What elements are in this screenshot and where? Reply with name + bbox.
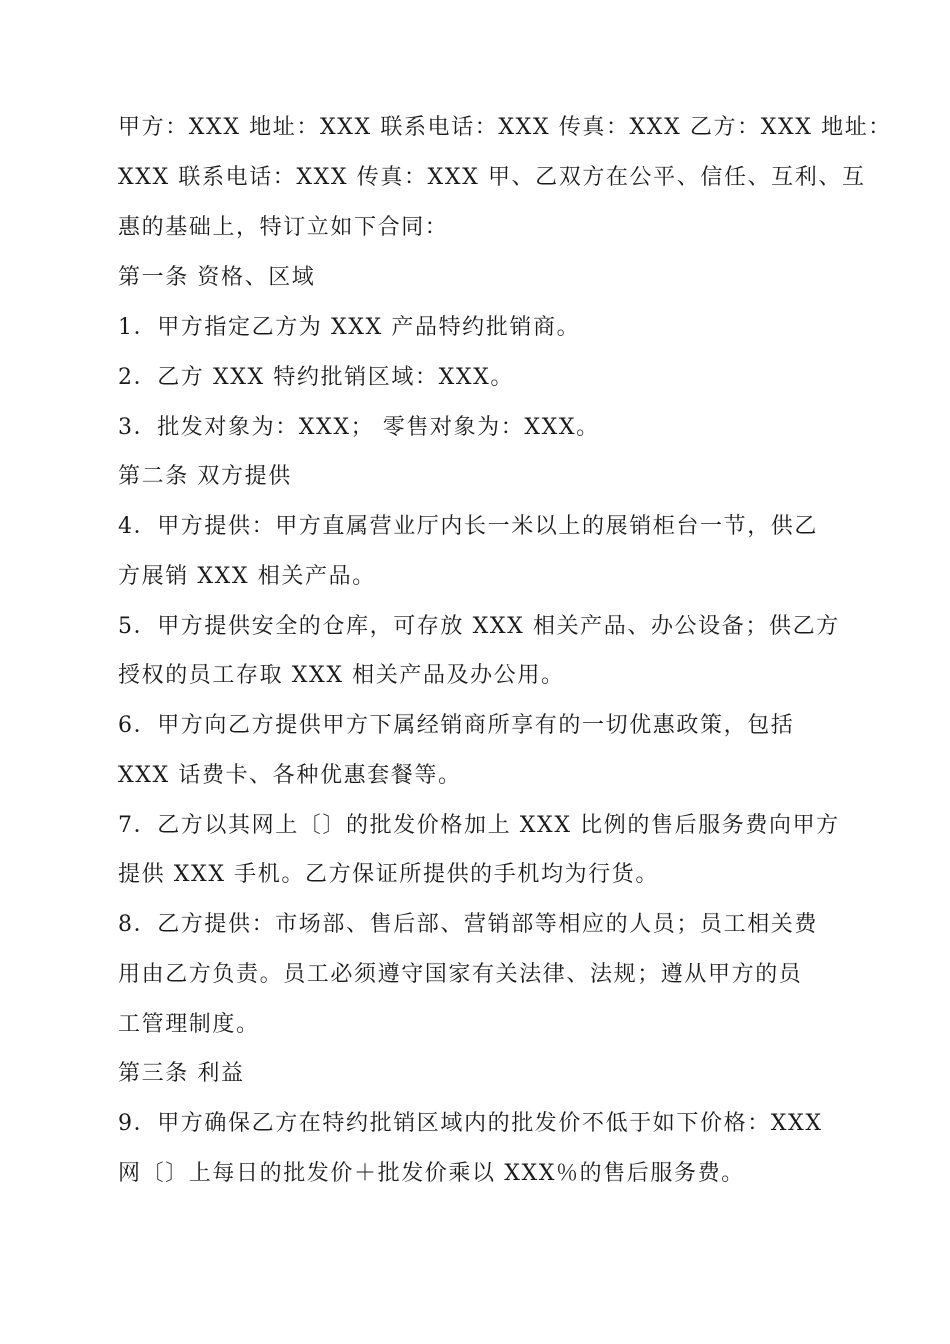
section-heading: 第一条 资格、区域 [118, 265, 316, 290]
clause-line: 方展销 XXX 相关产品。 [118, 564, 376, 589]
clause-line: 6．甲方向乙方提供甲方下属经销商所享有的一切优惠政策，包括 [118, 713, 795, 738]
clause-line: 提供 XXX 手机。乙方保证所提供的手机均为行货。 [118, 862, 659, 887]
clause-line: 1．甲方指定乙方为 XXX 产品特约批销商。 [118, 315, 581, 340]
clause-line: XXX 话费卡、各种优惠套餐等。 [118, 763, 462, 788]
clause-line: 9．甲方确保乙方在特约批销区域内的批发价不低于如下价格：XXX [118, 1111, 823, 1136]
clause-line: 网〔〕上每日的批发价＋批发价乘以 XXX％的售后服务费。 [118, 1161, 745, 1186]
section-heading: 第三条 利益 [118, 1061, 245, 1086]
clause-line: 授权的员工存取 XXX 相关产品及办公用。 [118, 663, 565, 688]
clause-line: 7．乙方以其网上〔〕的批发价格加上 XXX 比例的售后服务费向甲方 [118, 813, 840, 838]
clause-line: 2．乙方 XXX 特约批销区域：XXX。 [118, 365, 514, 390]
clause-line: 3．批发对象为：XXX； 零售对象为：XXX。 [118, 415, 600, 440]
clause-line: 8．乙方提供：市场部、售后部、营销部等相应的人员；员工相关费 [118, 912, 818, 937]
section-heading: 第二条 双方提供 [118, 464, 292, 489]
clause-line: 工管理制度。 [118, 1012, 260, 1037]
clause-line: 用由乙方负责。员工必须遵守国家有关法律、法规；遵从甲方的员 [118, 962, 803, 987]
clause-line: 4．甲方提供：甲方直属营业厅内长一米以上的展销柜台一节，供乙 [118, 514, 818, 539]
paragraph-line: 惠的基础上，特订立如下合同： [118, 215, 449, 240]
paragraph-line: XXX 联系电话：XXX 传真：XXX 甲、乙双方在公平、信任、互利、互 [118, 165, 866, 190]
clause-line: 5．甲方提供安全的仓库，可存放 XXX 相关产品、办公设备；供乙方 [118, 614, 840, 639]
paragraph-line: 甲方：XXX 地址：XXX 联系电话：XXX 传真：XXX 乙方：XXX 地址： [118, 115, 892, 140]
